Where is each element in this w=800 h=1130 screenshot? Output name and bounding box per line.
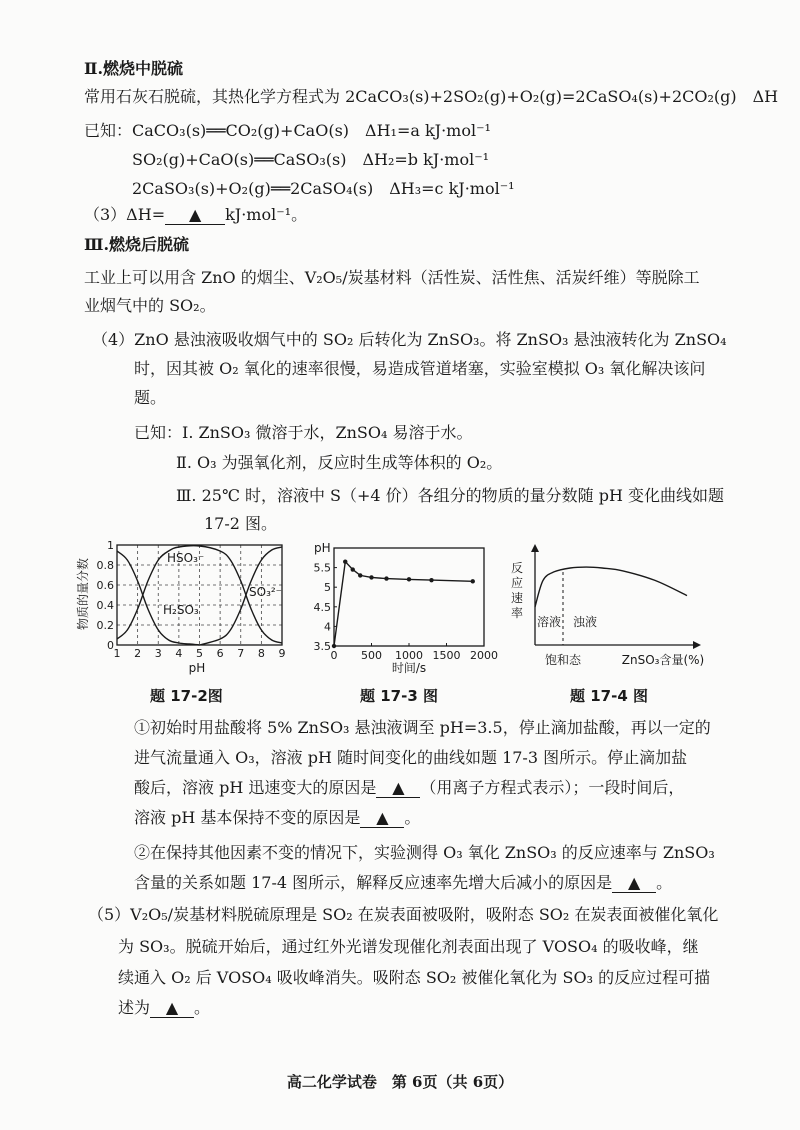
fig2-x-tick-label: 9: [278, 647, 286, 660]
section-3-heading: Ⅲ.燃烧后脱硫: [84, 235, 190, 254]
q4-1-line-1: ①初始时用盐酸将 5% ZnSO₃ 悬浊液调至 pH=3.5，停止滴加盐酸，再以一定的: [134, 718, 711, 737]
q5-line-4-prefix: 述为: [118, 998, 151, 1017]
caption-fig-17-2: 题 17-2图: [150, 687, 223, 705]
fig3-x-axis-label: 时间/s: [391, 661, 427, 675]
fig3-tick-group: [314, 548, 499, 662]
fig2-x-tick-label: 7: [237, 647, 245, 660]
fig4-y-axis-label: [511, 561, 523, 620]
fig2-label-h2so3: H₂SO₃: [163, 603, 199, 617]
fig4-x-arrow: [693, 641, 701, 649]
fig3-y-tick-label: 4.5: [313, 600, 331, 614]
q4-1-line-4-suffix: 。: [404, 808, 421, 827]
fig4-series-group: [535, 567, 687, 607]
q5-line-4: [118, 996, 768, 1020]
fig3-data-point: [351, 567, 355, 571]
fig3-x-tick-label: 1000: [395, 649, 423, 662]
fig2-y-tick-label: 0.4: [96, 599, 114, 612]
q4-1-line-4: [134, 806, 784, 830]
equation-3: 2CaSO₃(s)+O₂(g)══2CaSO₄(s) ΔH₃=c kJ·mol⁻¹: [132, 179, 515, 198]
fig3-data-point: [429, 578, 433, 582]
fig4-y-label-char: 反: [510, 561, 524, 575]
fig4-y-label-char: 速: [510, 591, 524, 605]
fig2-y-tick-label: 0.6: [96, 579, 114, 592]
fig3-x-tick-label: 1500: [432, 649, 461, 662]
q5-line-1: （5）V₂O₅/炭基材料脱硫原理是 SO₂ 在炭表面被吸附，吸附态 SO₂ 在炭表面被催化氧化: [88, 905, 719, 924]
q4-2-line-2-suffix: 。: [656, 873, 673, 892]
section-3-intro-line-1: 工业上可以用含 ZnO 的烟尘、V₂O₅/炭基材料（活性炭、活性焦、活炭纤维）等脱除工: [84, 268, 700, 287]
fig3-series-group: [332, 560, 475, 649]
fig3-y-tick-label: 5.5: [313, 561, 331, 575]
fig3-data-point: [358, 573, 362, 577]
section-3-intro-line-2: 业烟气中的 SO₂。: [84, 296, 216, 315]
fig2-y-tick-label: 1: [107, 540, 114, 552]
fig2-x-axis-label: pH: [188, 661, 206, 675]
q3-suffix: kJ·mol⁻¹。: [225, 205, 308, 224]
fig3-x-tick-label: 0: [330, 649, 338, 662]
q4-2-answer-blank[interactable]: ▲: [612, 874, 656, 893]
caption-fig-17-4: 题 17-4 图: [570, 687, 648, 705]
q4-2-line-2: [134, 871, 784, 895]
fig2-y-tick-label: 0: [107, 639, 114, 652]
fig4-y-arrow: [531, 544, 539, 552]
fig4-y-label-char: 率: [510, 606, 524, 620]
known-condition-3: Ⅲ. 25℃ 时，溶液中 S（+4 价）各组分的物质的量分数随 pH 变化曲线如题: [176, 486, 725, 505]
fig2-y-tick-label: 0.2: [96, 619, 114, 632]
section-2-intro: 常用石灰石脱硫，其热化学方程式为 2CaCO₃(s)+2SO₂(g)+O₂(g)=2CaSO₄(s)+2CO₂(g) ΔH: [84, 87, 779, 106]
q5-line-2: 为 SO₃。脱硫开始后，通过红外光谱发现催化剂表面出现了 VOSO₄ 的吸收峰，继: [118, 937, 699, 956]
fig4-label-solution: 溶液: [537, 615, 562, 629]
q4-1-line-4-prefix: 溶液 pH 基本保持不变的原因是: [134, 808, 361, 827]
fig3-data-point: [332, 644, 336, 648]
equation-1: CaCO₃(s)══CO₂(g)+CaO(s) ΔH₁=a kJ·mol⁻¹: [132, 121, 491, 140]
figure-17-2: [75, 540, 290, 678]
q4-1-line-3-prefix: 酸后，溶液 pH 迅速变大的原因是: [134, 778, 377, 797]
fig2-x-tick-label: 5: [196, 647, 203, 660]
q4-1-line-3-suffix: （用离子方程式表示）；一段时间后，: [420, 778, 685, 797]
equation-2: SO₂(g)+CaO(s)══CaSO₃(s) ΔH₂=b kJ·mol⁻¹: [132, 150, 490, 169]
q5-line-4-suffix: 。: [194, 998, 211, 1017]
fig2-label-so3: SO₃²⁻: [249, 585, 283, 599]
known-condition-2: Ⅱ. O₃ 为强氧化剂，反应时生成等体积的 O₂。: [176, 453, 503, 472]
fig2-x-tick-label: 8: [257, 647, 265, 660]
fig2-x-tick-label: 2: [134, 647, 142, 660]
q4-line-2: 时，因其被 O₂ 氧化的速率很慢，易造成管道堵塞，实验室模拟 O₃ 氧化解决该问: [134, 359, 706, 378]
fig2-y-tick-label: 0.8: [96, 559, 114, 572]
fig3-series-line: [334, 562, 473, 646]
q4-1-line-2: 进气流量通入 O₃，溶液 pH 随时间变化的曲线如题 17-3 图所示。停止滴加盐: [134, 748, 688, 767]
fig3-data-point: [369, 575, 373, 579]
fig3-x-tick-label: 500: [361, 649, 382, 662]
fig3-y-axis-label: pH: [314, 541, 331, 555]
fig4-label-saturated: 饱和态: [544, 653, 582, 667]
fig2-x-tick-label: 6: [216, 647, 224, 660]
known-condition-1: 已知：Ⅰ. ZnSO₃ 微溶于水，ZnSO₄ 易溶于水。: [134, 423, 473, 442]
q5-line-3: 续通入 O₂ 后 VOSO₄ 吸收峰消失。吸附态 SO₂ 被催化氧化为 SO₃ 的反应过程可描: [118, 968, 711, 987]
figure-17-4: [495, 540, 735, 678]
given-equation-1: [84, 119, 734, 143]
q5-answer-blank[interactable]: ▲: [150, 999, 194, 1018]
q4-1-answer-blank-2[interactable]: ▲: [360, 809, 404, 828]
q4-line-1: （4）ZnO 悬浊液吸收烟气中的 SO₂ 后转化为 ZnSO₃。将 ZnSO₃ 悬浊液转化为 ZnSO₄: [92, 330, 727, 349]
fig2-y-axis-label: 物质的量分数: [76, 557, 90, 631]
section-2-heading: Ⅱ.燃烧中脱硫: [84, 59, 184, 78]
fig2-x-tick-label: 3: [154, 647, 162, 660]
question-3: [84, 203, 734, 227]
q3-prefix: （3）ΔH=: [84, 205, 166, 224]
q4-line-3: 题。: [134, 388, 167, 407]
fig4-label-suspension: 浊液: [573, 615, 598, 629]
fig4-x-axis-label: ZnSO₃含量(%): [621, 653, 705, 667]
fig4-series-line: [535, 567, 687, 607]
fig3-data-point: [343, 560, 347, 564]
fig3-data-point: [384, 576, 388, 580]
caption-fig-17-3: 题 17-3 图: [360, 687, 438, 705]
given-label: 已知：: [84, 121, 133, 140]
fig2-label-hso3: HSO₃⁻: [167, 551, 205, 565]
fig3-data-point: [471, 579, 475, 583]
figure-17-3: [300, 540, 500, 678]
known-condition-3-cont: 17-2 图。: [204, 514, 278, 533]
q4-1-line-3: [134, 776, 784, 800]
fig2-x-tick-label: 4: [175, 647, 183, 660]
page-footer: 高二化学试卷 第 6页（共 6页）: [286, 1073, 514, 1091]
q4-1-answer-blank-1[interactable]: ▲: [376, 779, 420, 798]
fig3-x-tick-label: 2000: [470, 649, 498, 662]
fig3-y-tick-label: 5: [324, 581, 331, 595]
fig3-y-tick-label: 3.5: [313, 640, 331, 653]
fig3-data-point: [407, 577, 411, 581]
fig3-y-tick-label: 4: [324, 620, 331, 634]
q4-2-line-1: ②在保持其他因素不变的情况下，实验测得 O₃ 氧化 ZnSO₃ 的反应速率与 ZnSO₃: [134, 843, 715, 862]
fig4-y-label-char: 应: [510, 576, 524, 590]
fig2-x-tick-label: 1: [113, 647, 121, 660]
q4-2-line-2-prefix: 含量的关系如题 17-4 图所示，解释反应速率先增大后减小的原因是: [134, 873, 613, 892]
q3-answer-blank[interactable]: ▲: [165, 206, 225, 225]
fig3-frame: [334, 548, 484, 646]
